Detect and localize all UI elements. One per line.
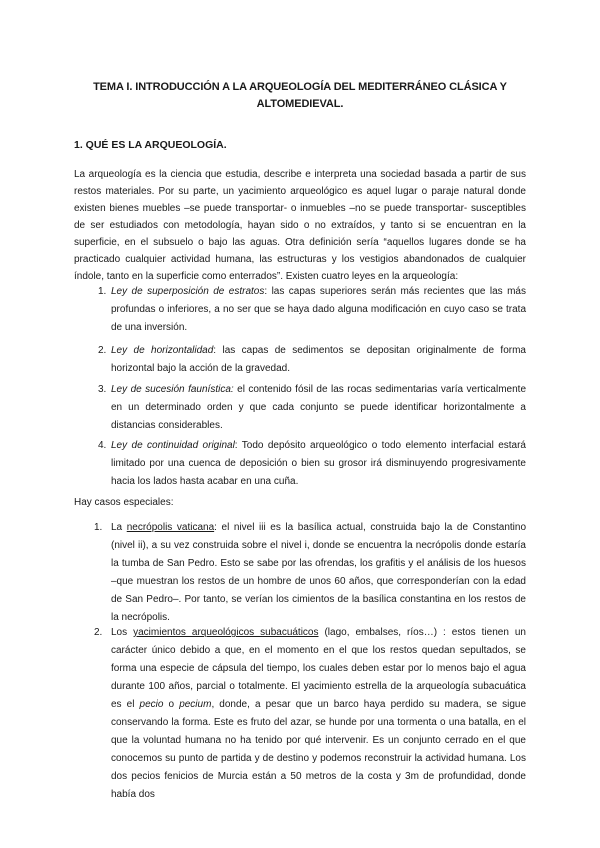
law-1 [111, 283, 526, 337]
law-4-number: 4. [98, 440, 107, 451]
intro-paragraph: La arqueología es la ciencia que estudia, describe e interpreta una sociedad basada a partir de sus restos materiales. Por su parte, un yacimiento arqueológico es aquel lugar o paraje natural donde existen bienes muebles –se puede transportar- o inmuebles –no se puede transportar- susceptibles de ser estudiados con metodología, hayan sido o no extraídos, y tanto si se encuentran en la superficie, en el subsuelo o bajo las aguas. Otra definición sería “aquellos lugares donde se ha practicado cualquier actividad humana, las estructuras y los vestigios abandonados de cualquier índole, tanto en la superficie como enterrados”. Existen cuatro leyes en la arqueología: [74, 169, 526, 282]
law-2-term: Ley de horizontalidad [111, 345, 214, 356]
special-2-em-2: pecium [179, 699, 212, 710]
special-1-pre: La [111, 522, 127, 533]
special-2-text-1: (lago, embalses, ríos…) : estos tienen un carácter único debido a que, en el momento en el que los restos quedan sepultados, se forma una especie de cápsula del tiempo, los cuales deben estar por lo menos bajo el agua durante 100 años, parcial o totalmente. El yacimiento estrella de la arqueología subacuática es el [111, 627, 526, 710]
law-3-term: Ley de sucesión faunística: [111, 384, 234, 395]
document-title [70, 79, 530, 113]
special-2-text-3: , donde, a pesar que un barco haya perdido su madera, se sigue conservando la forma. Este es fruto del azar, se hunde por una tormenta o una batalla, en el que la voluntad humana no ha tenido por qué intervenir. Es un conjunto cerrado en el que conocemos su punto de partida y de destino y podemos reconstruir la actividad humana. Los dos pecios fenicios de Murcia están a 50 metros de la costa y 3m de profundidad, donde había dos [111, 699, 527, 800]
law-3-text: el contenido fósil de las rocas sedimentarias varía verticalmente en un determinado orden y que cada conjunto se puede identificar horizontalmente a distancias considerables. [111, 384, 527, 431]
law-2 [111, 342, 526, 378]
special-1-number: 1. [94, 522, 103, 533]
law-3-number: 3. [98, 384, 107, 395]
law-2-text: : las capas de sedimentos se depositan originalmente de forma horizontal bajo la acción de la gravedad. [111, 345, 526, 374]
special-1 [111, 519, 526, 627]
law-1-term: Ley de superposición de estratos [111, 286, 265, 297]
law-4-term: Ley de continuidad original [111, 440, 235, 451]
section-heading: 1. QUÉ ES LA ARQUEOLOGÍA. [74, 139, 227, 151]
special-2-pre: Los [111, 627, 134, 638]
law-4 [111, 437, 526, 491]
special-2-number: 2. [94, 627, 103, 638]
special-2-text-2: o [163, 699, 180, 710]
law-1-text: : las capas superiores serán más recientes que las más profundas o inferiores, a no ser que se haya dado alguna modificación en cuyo caso se trata de una inversión. [111, 286, 526, 333]
law-1-number: 1. [98, 286, 107, 297]
law-3 [111, 381, 526, 435]
special-1-text: : el nivel iii es la basílica actual, construida bajo la de Constantino (nivel ii), a su vez construida sobre el nivel i, donde se encuentra la necrópolis donde estaría la tumba de San Pedro. Esto se sabe por las ofrendas, los grafitis y el análisis de los huesos –que muestran los restos de un hombre de unos 60 años, que corresponderían con la edad de San Pedro–. Por tanto, se verían los cimientos de la basílica constantina en los restos de la necrópolis. [111, 522, 527, 623]
special-2-em-1: pecio [139, 699, 164, 710]
special-2-term: yacimientos arqueológicos subacuáticos [133, 627, 319, 638]
title-line-1: TEMA I. INTRODUCCIÓN A LA ARQUEOLOGÍA DEL MEDITERRÁNEO CLÁSICA Y [93, 81, 507, 93]
special-2 [111, 624, 526, 804]
special-cases-heading: Hay casos especiales: [74, 497, 174, 508]
title-line-2: ALTOMEDIEVAL. [256, 98, 344, 110]
law-4-text: : Todo depósito arqueológico o todo elemento interfacial estará limitado por una cuenca de deposición o bien su grosor irá disminuyendo progresivamente hacia los lados hasta acabar en una cuña. [111, 440, 526, 487]
law-2-number: 2. [98, 345, 107, 356]
special-1-term: necrópolis vaticana [126, 522, 215, 533]
